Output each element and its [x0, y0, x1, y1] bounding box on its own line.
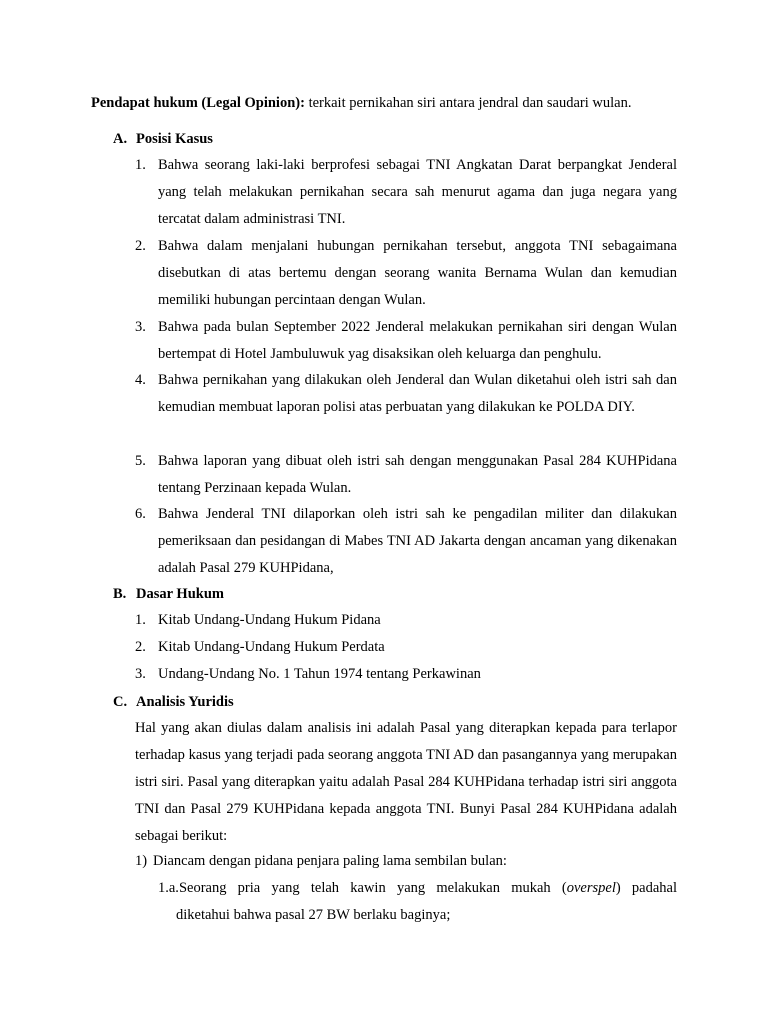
list-item: 5. Bahwa laporan yang dibuat oleh istri sah dengan menggunakan Pasal 284 KUHPidana tentang Perzinaan kepada Wulan.	[135, 453, 677, 496]
list-item: 1. Kitab Undang-Undang Hukum Pidana	[135, 612, 381, 628]
list-item: 3. Bahwa pada bulan September 2022 Jenderal melakukan pernikahan siri dengan Wulan bertempat di Hotel Jambuluwuk yag disaksikan oleh keluarga dan penghulu.	[135, 319, 677, 362]
section-c-title: C. Analisis Yuridis	[113, 694, 234, 710]
section-b-title: B. Dasar Hukum	[113, 586, 224, 602]
heading-bold: Pendapat hukum (Legal Opinion):	[91, 95, 305, 111]
section-a-title: A. Posisi Kasus	[113, 131, 213, 147]
analysis-paragraph: Hal yang akan diulas dalam analisis ini adalah Pasal yang diterapkan kepada para terlapor terhadap kasus yang terjadi pada seorang anggota TNI AD dan pasangannya yang merupakan istri siri. Pasal yang diterapkan yaitu adalah Pasal 284 KUHPidana terhadap istri siri anggota TNI dan Pasal 279 KUHPidana kepada anggota TNI. Bunyi Pasal 284 KUHPidana adalah sebagai berikut:	[135, 720, 677, 844]
sub-item: 1) Diancam dengan pidana penjara paling lama sembilan bulan:	[135, 853, 507, 869]
list-item: 1. Bahwa seorang laki-laki berprofesi sebagai TNI Angkatan Darat berpangkat Jenderal yang telah melakukan pernikahan secara sah menurut agama dan juga negara yang tercatat dalam administrasi TNI.	[135, 157, 677, 227]
heading-text: terkait pernikahan siri antara jendral dan saudari wulan.	[304, 95, 632, 111]
list-item: 4. Bahwa pernikahan yang dilakukan oleh Jenderal dan Wulan diketahui oleh istri sah dan kemudian membuat laporan polisi atas perbuatan yang dilakukan ke POLDA DIY.	[135, 372, 677, 415]
sub-sub-item: 1.a.Seorang pria yang telah kawin yang melakukan mukah (overspel) padahal diketahui bahwa pasal 27 BW berlaku baginya;	[158, 880, 678, 923]
list-item: 2. Kitab Undang-Undang Hukum Perdata	[135, 639, 385, 655]
document-heading	[91, 93, 631, 113]
list-item: 6. Bahwa Jenderal TNI dilaporkan oleh istri sah ke pengadilan militer dan dilakukan pemeriksaan dan pesidangan di Mabes TNI AD Jakarta dengan ancaman yang dikenakan adalah Pasal 279 KUHPidana,	[135, 506, 677, 576]
list-item: 2. Bahwa dalam menjalani hubungan pernikahan tersebut, anggota TNI sebagaimana disebutkan di atas bertemu dengan seorang wanita Bernama Wulan dan kemudian memiliki hubungan percintaan dengan Wulan.	[135, 238, 677, 308]
list-item: 3. Undang-Undang No. 1 Tahun 1974 tentang Perkawinan	[135, 666, 481, 682]
